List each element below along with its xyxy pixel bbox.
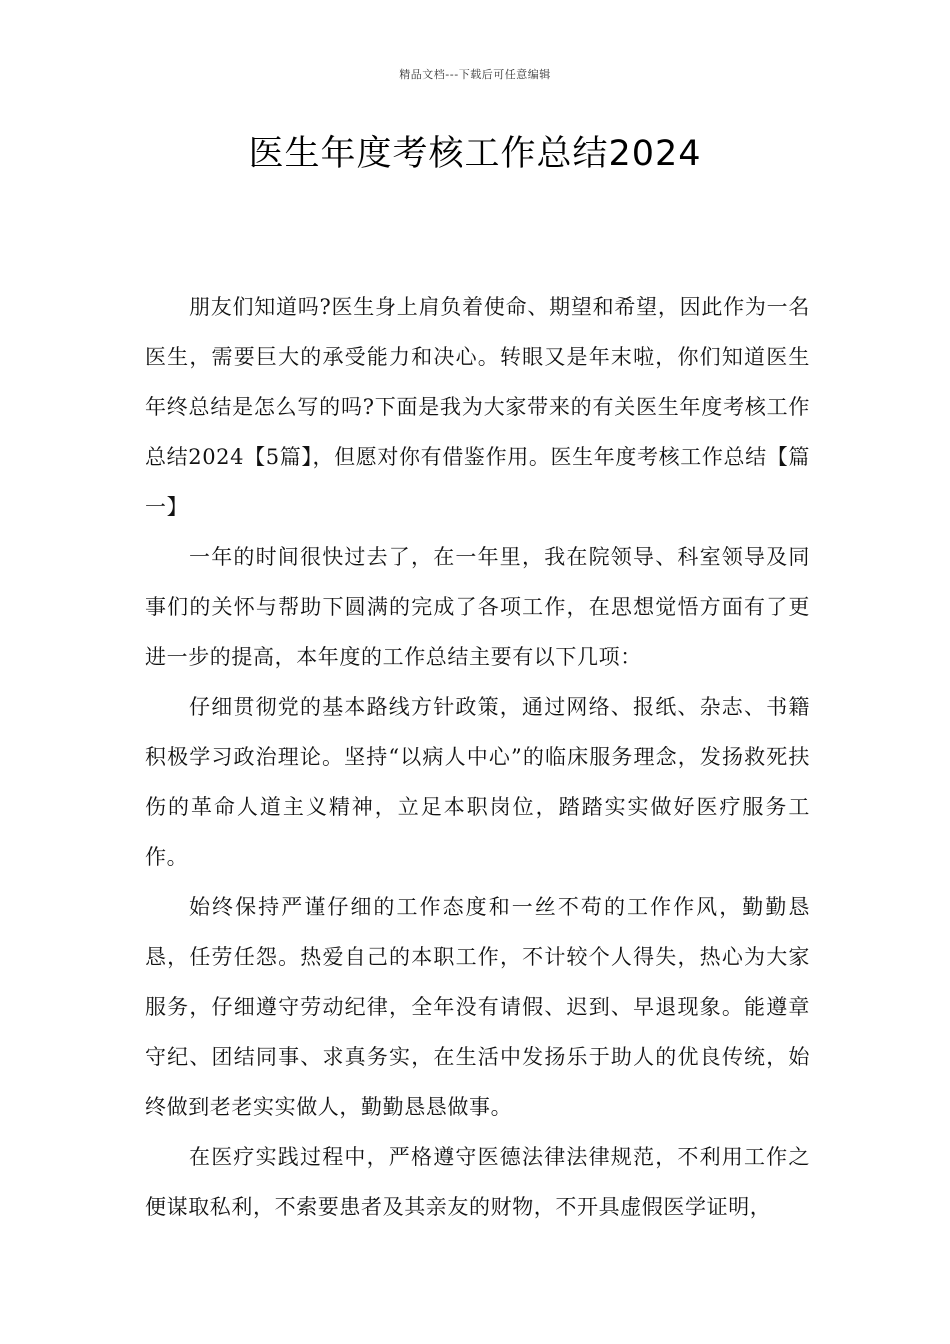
paragraph: 在医疗实践过程中，严格遵守医德法律法律规范，不利用工作之便谋取私利，不索要患者及其亲友的财物，不开具虚假医学证明， [145,1145,810,1219]
paragraph: 仔细贯彻党的基本路线方针政策，通过网络、报纸、杂志、书籍积极学习政治理论。坚持“以病人中心”的临床服务理念，发扬救死扶伤的革命人道主义精神，立足本职岗位，踏踏实实做好医疗服务工作。 [145,695,810,869]
document-title: 医生年度考核工作总结2024 [248,134,702,174]
paragraph: 始终保持严谨仔细的工作态度和一丝不苟的工作作风，勤勤恳恳，任劳任怨。热爱自己的本职工作，不计较个人得失，热心为大家服务，仔细遵守劳动纪律，全年没有请假、迟到、早退现象。能遵章守纪、团结同事、求真务实，在生活中发扬乐于助人的优良传统，始终做到老老实实做人，勤勤恳恳做事。 [145,895,810,1119]
header-note: 精品文档---下载后可任意编辑 [399,68,551,81]
paragraph: 朋友们知道吗?医生身上肩负着使命、期望和希望，因此作为一名医生，需要巨大的承受能力和决心。转眼又是年末啦，你们知道医生年终总结是怎么写的吗?下面是我为大家带来的有关医生年度考核工作总结2024【5篇】，但愿对你有借鉴作用。医生年度考核工作总结【篇一】 [145,295,810,519]
paragraph: 一年的时间很快过去了，在一年里，我在院领导、科室领导及同事们的关怀与帮助下圆满的完成了各项工作，在思想觉悟方面有了更进一步的提高，本年度的工作总结主要有以下几项： [145,545,810,669]
document-body [145,282,810,1232]
